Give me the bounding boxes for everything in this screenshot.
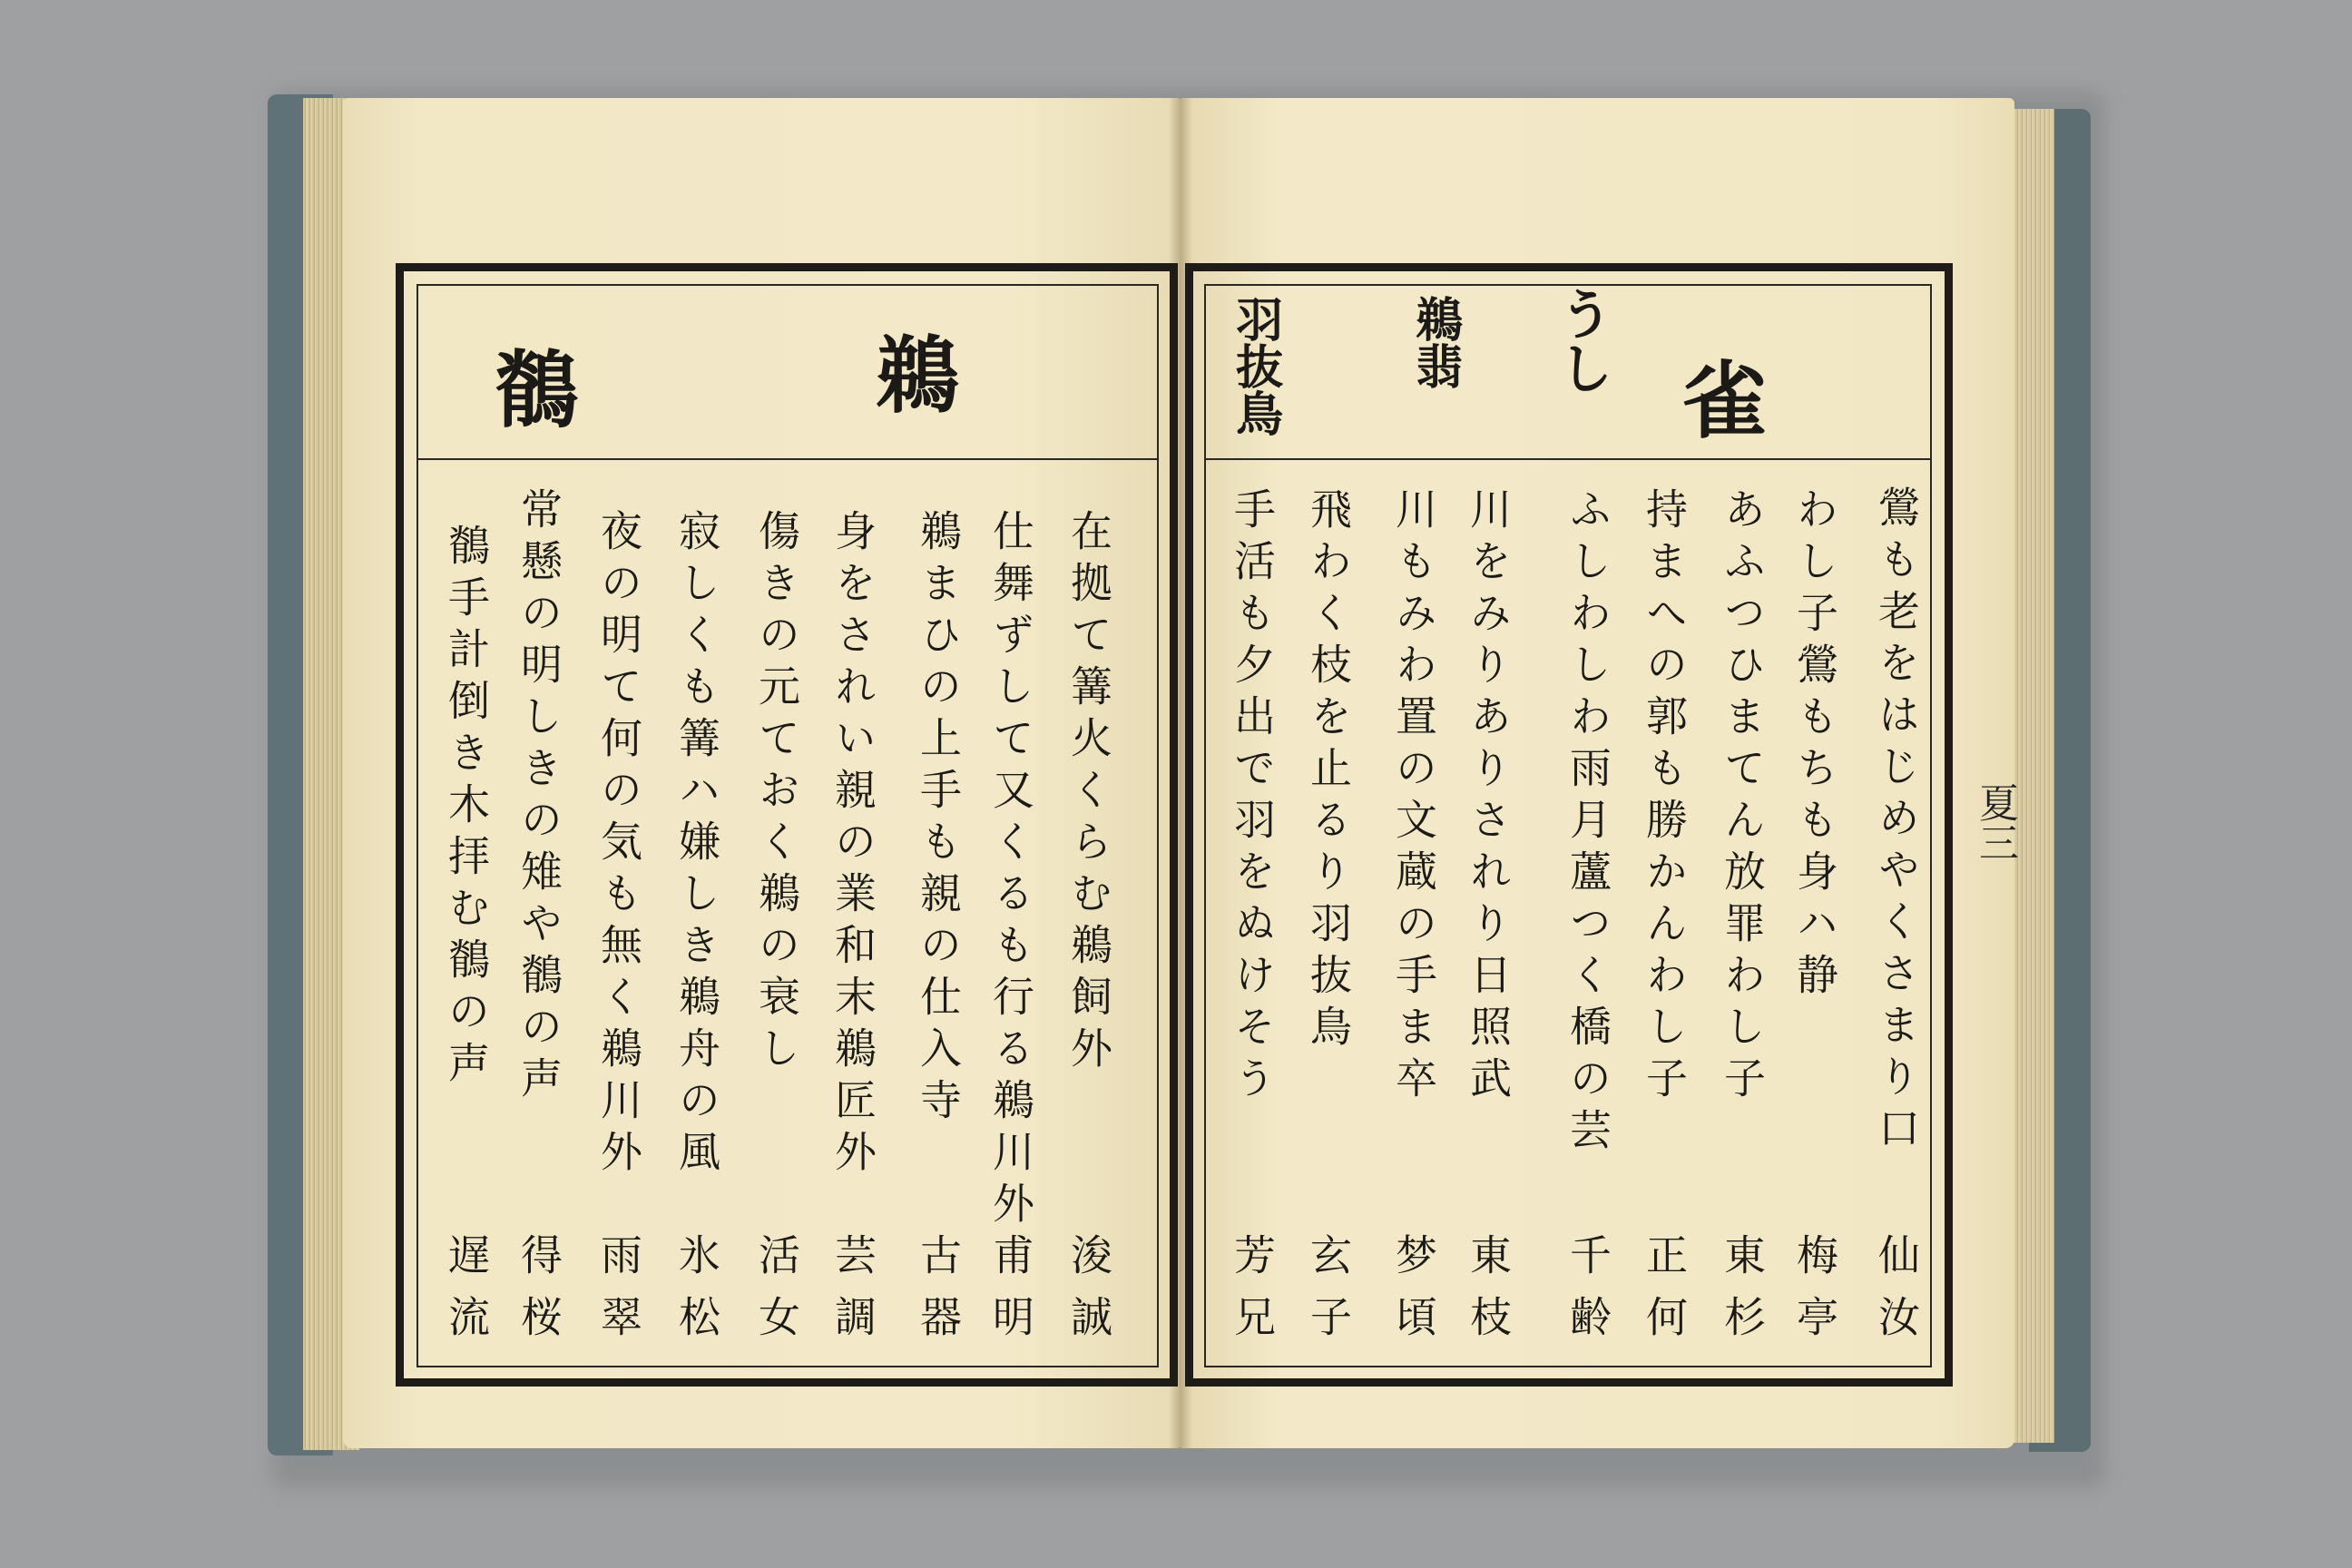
right-text-frame bbox=[1185, 263, 1953, 1387]
left-text-frame bbox=[396, 263, 1178, 1387]
poem-text: 川もみわ置の文蔵の手ま卒 bbox=[1389, 487, 1438, 1108]
poem-text: 鵜まひの上手も親の仕入寺 bbox=[914, 509, 963, 1130]
poem-text: 寂しくも篝ハ嫌しき鵜舟の風 bbox=[672, 509, 721, 1181]
poem-text: 仕舞ずして又くるも行る鵜川外 bbox=[986, 509, 1035, 1233]
poet-name: 得桜 bbox=[514, 1233, 564, 1357]
poet-name: 梅亭 bbox=[1790, 1233, 1839, 1357]
poet-name: 活女 bbox=[752, 1233, 801, 1357]
poem-text: 身をされい親の業和末鵜匠外 bbox=[828, 509, 877, 1181]
poet-name: 東杉 bbox=[1718, 1233, 1767, 1357]
page-folio: 夏三 bbox=[1972, 782, 2018, 862]
poet-name: 梦頃 bbox=[1389, 1233, 1438, 1357]
poem-text: あふつひまてん放罪わし子 bbox=[1718, 487, 1767, 1108]
poet-name: 仙汝 bbox=[1872, 1233, 1921, 1357]
subheading: 鵜翡 bbox=[1406, 295, 1463, 389]
poet-name: 氷松 bbox=[672, 1233, 721, 1357]
poem-text: 傷きの元ておく鵜の衰し bbox=[752, 509, 801, 1078]
poem-text: 飛わく枝を止るり羽抜鳥 bbox=[1304, 487, 1353, 1056]
poet-name: 雨翠 bbox=[594, 1233, 643, 1357]
poet-name: 芸調 bbox=[828, 1233, 877, 1357]
poet-name: 玄子 bbox=[1304, 1233, 1353, 1357]
poet-name: 遅流 bbox=[442, 1233, 491, 1357]
left-heading-rule bbox=[418, 458, 1157, 460]
poem-text: 手活も夕出で羽をぬけそう bbox=[1228, 487, 1277, 1108]
heading-u: 鵜 bbox=[876, 327, 960, 425]
poet-name: 東枝 bbox=[1464, 1233, 1513, 1357]
poem-text: 常懸の明しきの雉や鶺の声 bbox=[514, 487, 564, 1108]
poet-name: 芳兄 bbox=[1228, 1233, 1277, 1357]
poem-text: 在拠て篝火くらむ鵜飼外 bbox=[1064, 509, 1113, 1078]
poet-name: 正何 bbox=[1640, 1233, 1689, 1357]
poem-text: 鶯も老をはじめやくさまり口 bbox=[1872, 485, 1921, 1158]
subheading: 羽抜鳥 bbox=[1227, 295, 1283, 436]
poem-text: ふしわしわ雨月蘆つく橋の芸 bbox=[1563, 487, 1612, 1160]
poem-text: 夜の明て何の気も無く鵜川外 bbox=[594, 509, 643, 1181]
poem-text: 川をみりありされり日照武 bbox=[1464, 487, 1513, 1108]
heading-gloss: うし bbox=[1550, 286, 1613, 395]
poet-name: 浚誠 bbox=[1064, 1233, 1113, 1357]
right-heading-rule bbox=[1206, 458, 1930, 460]
heading-suzume: 雀 bbox=[1683, 352, 1768, 450]
poem-text: 鶺手計倒き木拝む鶺の声 bbox=[442, 524, 491, 1093]
poem-text: 持まへの郭も勝かんわし子 bbox=[1640, 487, 1689, 1108]
heading-sekirei: 鶺 bbox=[495, 341, 579, 439]
poet-name: 古器 bbox=[914, 1233, 963, 1357]
poet-name: 千齢 bbox=[1563, 1233, 1612, 1357]
poem-text: わし子鶯もちも身ハ静 bbox=[1790, 487, 1839, 1004]
poet-name: 甫明 bbox=[986, 1233, 1035, 1357]
